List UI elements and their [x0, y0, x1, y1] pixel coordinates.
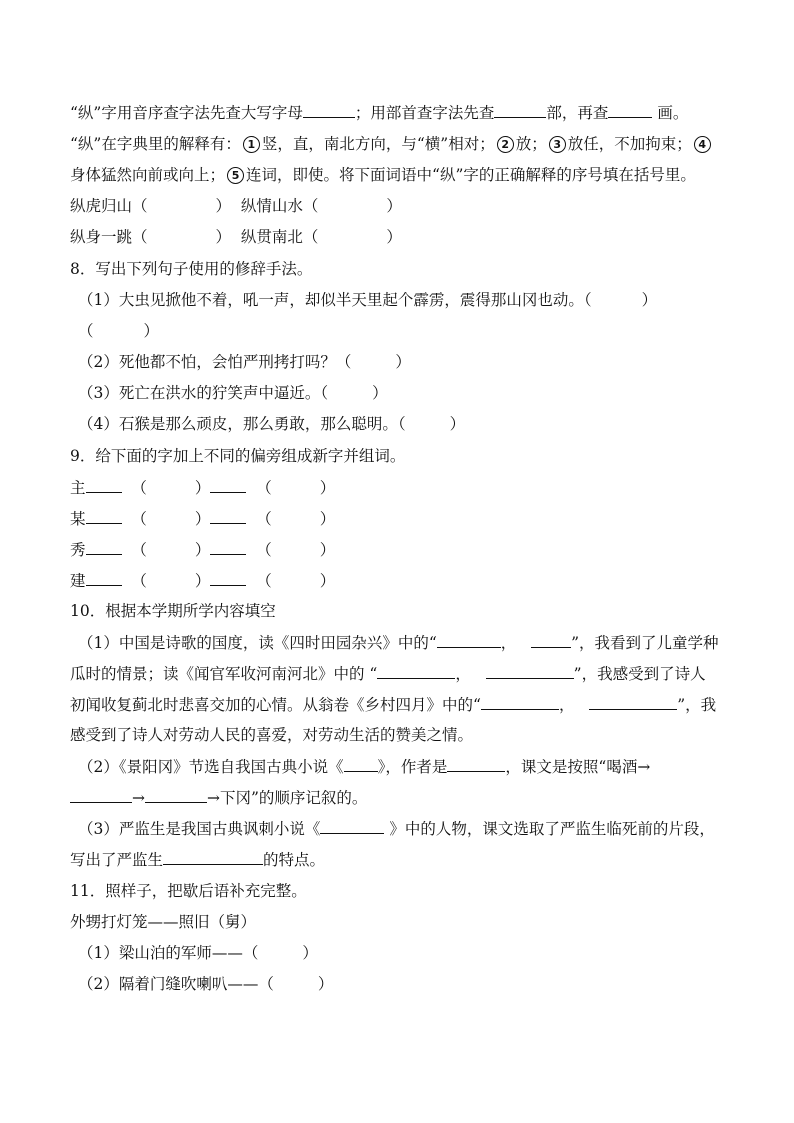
paren: ） — [194, 479, 211, 497]
text: 》，作者是 — [377, 758, 448, 776]
blank[interactable] — [486, 663, 574, 679]
q9-row — [70, 570, 754, 591]
text: （4）石猴是那么顽皮，那么勇敢，那么聪明。（ — [78, 415, 406, 433]
char-blank[interactable] — [210, 539, 246, 555]
text: 》中的人物，课文选取了严监生临死前的片段， — [389, 820, 715, 838]
q10-p2-line2 — [70, 787, 754, 808]
q8-sentence-4 — [78, 414, 754, 434]
blank[interactable] — [481, 694, 559, 710]
text: ） — [449, 415, 466, 433]
text: ；用部首查字法先查 — [354, 104, 495, 122]
q10-p1-line3 — [70, 694, 754, 715]
text: ） — [641, 291, 658, 309]
text: →下冈”的顺序记叙的。 — [207, 789, 368, 807]
q9-title: 9．给下面的字加上不同的偏旁组成新字并组词。 — [70, 447, 406, 465]
text: 初闻收复蓟北时悲喜交加的心情。从翁卷《乡村四月》中的“ — [70, 696, 481, 714]
text: ） — [215, 197, 232, 215]
text: ） — [143, 322, 160, 340]
text: （1）中国是诗歌的国度，读《四时田园杂兴》中的“ — [78, 634, 437, 652]
circled-number: 3 — [549, 136, 566, 153]
q10-p3-line1 — [78, 818, 754, 839]
base-char: 主 — [70, 479, 86, 497]
text: 身体猛然向前或向上； — [70, 166, 226, 184]
text: “纵”在字典里的解释有： — [70, 135, 241, 153]
text: → — [132, 789, 145, 807]
text: 连词，即使。将下面词语中“纵”字的正确解释的序号填在括号里。 — [246, 166, 696, 184]
q10-p1-line4: 感受到了诗人对劳动人民的喜爱，对劳动生活的赞美之情。 — [70, 726, 474, 744]
word-prompt: 纵虎归山（ — [70, 197, 148, 215]
paren: （ — [256, 510, 272, 528]
text: ） — [302, 944, 318, 962]
q8-title: 8．写出下列句子使用的修辞手法。 — [70, 260, 313, 278]
char-blank[interactable] — [210, 477, 246, 493]
circled-number: 2 — [497, 136, 514, 153]
q7-word-row — [70, 227, 754, 247]
blank[interactable] — [531, 632, 571, 648]
blank[interactable] — [377, 663, 455, 679]
text: 画。 — [657, 104, 689, 122]
q8-sentence-1 — [78, 290, 754, 310]
text: ， — [500, 634, 517, 652]
q8-sentence-1-cont — [78, 321, 754, 341]
base-char: 秀 — [70, 541, 86, 559]
text: 放任，不加拘束； — [567, 135, 692, 153]
q10-p3-line2 — [70, 849, 754, 870]
q8-sentence-3 — [78, 383, 754, 403]
word-prompt: 纵贯南北（ — [240, 228, 319, 246]
q7-line1 — [70, 102, 754, 123]
text: ”，我 — [677, 696, 717, 714]
blank[interactable] — [344, 756, 378, 772]
blank[interactable] — [608, 102, 652, 118]
q11-item-1 — [78, 943, 754, 963]
q11-example: 外甥打灯笼——照旧（舅） — [70, 913, 257, 931]
text: （3）死亡在洪水的狞笑声中逼近。（ — [78, 384, 329, 402]
text: 写出了严监生 — [70, 851, 164, 869]
paren: （ — [131, 479, 147, 497]
text: 的特点。 — [263, 851, 326, 869]
char-blank[interactable] — [86, 539, 122, 555]
q10-title: 10．根据本学期所学内容填空 — [70, 602, 276, 620]
char-blank[interactable] — [210, 570, 246, 586]
text: （2）隔着门缝吹喇叭——（ — [78, 975, 274, 993]
text: ， — [558, 696, 575, 714]
paren: ） — [319, 572, 336, 590]
text: （1）大虫见掀他不着，吼一声，却似半天里起个霹雳，震得那山冈也动。（ — [78, 291, 592, 309]
blank[interactable] — [163, 849, 263, 865]
base-char: 某 — [70, 510, 86, 528]
text: ） — [372, 384, 388, 402]
paren: （ — [131, 541, 147, 559]
text: （2）《景阳冈》节选自我国古典小说《 — [78, 758, 344, 776]
paren: ） — [319, 479, 336, 497]
text: （1）梁山泊的军师——（ — [78, 944, 259, 962]
text: ， — [455, 665, 471, 683]
q9-row — [70, 508, 754, 529]
text: “纵”字用音序查字法先查大写字母 — [70, 104, 303, 122]
text: ） — [386, 228, 402, 246]
text: 放； — [515, 135, 547, 153]
paren: （ — [131, 510, 147, 528]
paren: （ — [256, 572, 272, 590]
circled-number: 1 — [243, 136, 260, 153]
char-blank[interactable] — [86, 477, 122, 493]
q11-title: 11．照样子，把歇后语补充完整。 — [70, 882, 307, 900]
char-blank[interactable] — [210, 508, 246, 524]
paren: （ — [256, 541, 272, 559]
q9-row — [70, 539, 754, 560]
q10-p1-line2 — [70, 663, 754, 684]
blank[interactable] — [70, 787, 132, 803]
blank[interactable] — [447, 756, 505, 772]
q7-line3 — [70, 165, 754, 185]
q11-item-2 — [78, 974, 754, 994]
text: （3）严监生是我国古典讽刺小说《 — [78, 820, 321, 838]
paren: ） — [194, 510, 211, 528]
text: ，课文是按照“喝酒→ — [505, 758, 651, 776]
paren: ） — [319, 510, 336, 528]
paren: ） — [319, 541, 336, 559]
text: （2）死他都不怕，会怕严刑拷打吗？（ — [78, 353, 352, 371]
blank[interactable] — [303, 102, 355, 118]
q10-p2-line1 — [78, 756, 754, 777]
text: 瓜时的情景；读《闻官军收河南河北》中的 “ — [70, 665, 378, 683]
text: ） — [317, 975, 334, 993]
paren: （ — [131, 572, 147, 590]
paren: （ — [256, 479, 272, 497]
text: ） — [215, 228, 232, 246]
blank[interactable] — [589, 694, 677, 710]
text: 竖，直，南北方向，与“横”相对； — [261, 135, 495, 153]
char-blank[interactable] — [86, 508, 122, 524]
circled-number: 5 — [227, 167, 244, 184]
word-prompt: 纵情山水（ — [240, 197, 319, 215]
blank[interactable] — [437, 632, 501, 648]
base-char: 建 — [70, 572, 86, 590]
q7-line2 — [70, 134, 754, 154]
text: ”，我感受到了诗人 — [573, 665, 706, 683]
paren: ） — [194, 541, 211, 559]
q9-row — [70, 477, 754, 498]
text: 部，再查 — [546, 104, 609, 122]
q10-p1-line1 — [78, 632, 754, 653]
q8-sentence-2 — [78, 352, 754, 372]
circled-number: 4 — [694, 136, 711, 153]
blank[interactable] — [145, 787, 207, 803]
text: ） — [386, 197, 402, 215]
q7-word-row — [70, 196, 754, 216]
blank[interactable] — [320, 818, 384, 834]
paren: ） — [194, 572, 211, 590]
text: ”，我看到了儿童学种 — [571, 634, 719, 652]
text: （ — [78, 322, 94, 340]
word-prompt: 纵身一跳（ — [70, 228, 148, 246]
char-blank[interactable] — [86, 570, 122, 586]
text: ） — [395, 353, 411, 371]
blank[interactable] — [494, 102, 546, 118]
